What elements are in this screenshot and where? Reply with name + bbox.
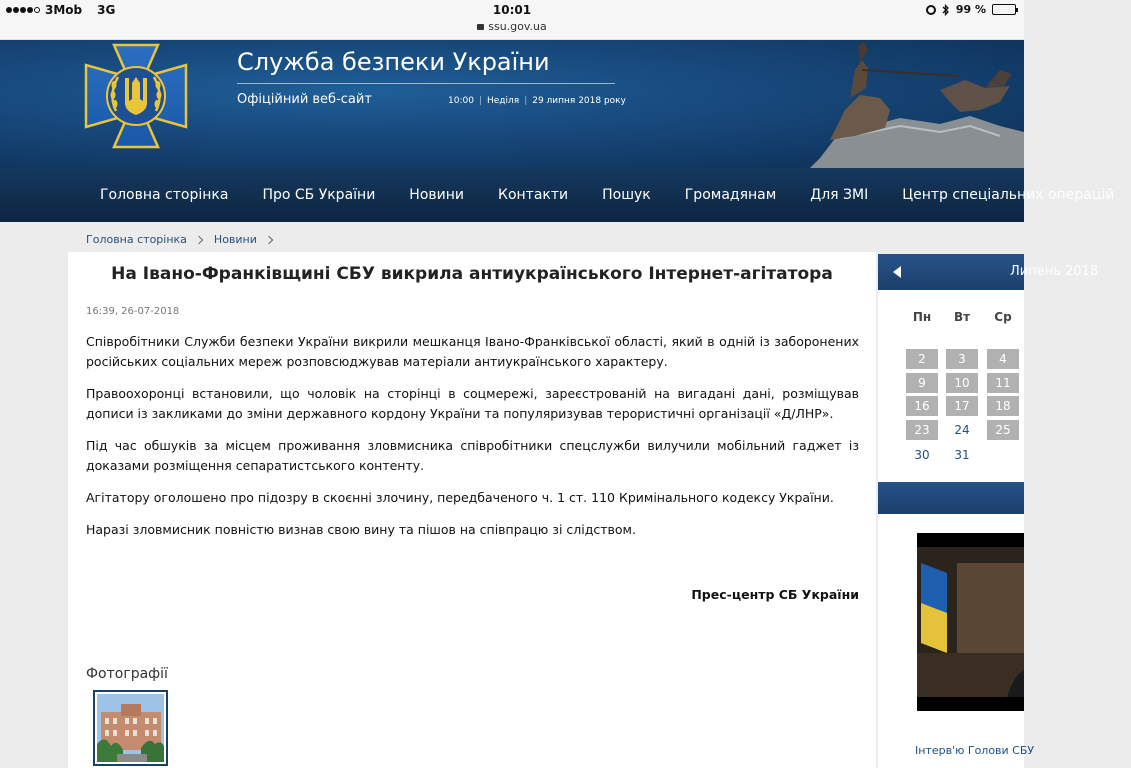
site-subtitle: Офіційний веб-сайт: [237, 92, 372, 107]
nav-contacts[interactable]: Контакти: [498, 187, 569, 203]
calendar-widget: [878, 254, 1099, 482]
lock-icon: [477, 24, 484, 30]
article-body: [86, 332, 859, 552]
header-datetime: 10:00 | Неділя | 29 липня 2018 року: [448, 96, 626, 106]
calendar-weekday: Вт: [953, 310, 971, 324]
breadcrumb-news[interactable]: Новини: [213, 233, 257, 246]
ssu-emblem-icon[interactable]: [84, 43, 188, 149]
breadcrumb: [86, 233, 284, 246]
battery-icon: [992, 4, 1016, 15]
video-widget: [878, 514, 1035, 768]
nav-search[interactable]: Пошук: [602, 187, 651, 203]
site-header: [0, 40, 1024, 168]
calendar-day: 17: [946, 396, 978, 416]
orientation-lock-icon: [926, 5, 936, 15]
ios-status-bar: [0, 0, 1024, 40]
photo-thumbnail[interactable]: [93, 690, 168, 766]
header-weekday: Неділя: [486, 96, 520, 106]
header-date: 29 липня 2018 року: [532, 96, 626, 106]
carrier-name: 3Mob: [45, 3, 83, 17]
calendar-day: 9: [906, 373, 938, 393]
clock: 10:01: [492, 3, 532, 17]
calendar-header: [878, 254, 1099, 290]
article-paragraph: Агітатору оголошено про підозру в скоєнні злочину, передбаченого ч. 1 ст. 110 Кримінального кодексу України.: [86, 490, 834, 505]
calendar-day-link[interactable]: 30: [914, 448, 930, 462]
article-paragraph: Під час обшуків за місцем проживання зловмисника співробітники спецслужби вилучили мобільний гаджет із доказами розміщення сепаратистського контенту.: [86, 438, 859, 473]
calendar-day: 2: [906, 349, 938, 369]
sidebar-section-header: [878, 482, 1024, 514]
photos-heading: Фотографії: [86, 666, 168, 682]
article-paragraph: Правоохоронці встановили, що чоловік на сторінці в соцмережі, зареєстрованій на вигадані дані, розміщував дописи із закликами до зміни державного кордону України та популяризував терористичні організації «Д/ЛНР».: [86, 386, 859, 421]
article-paragraph: Наразі зловмисник повністю визнав свою вину та пішов на співпрацю зі слідством.: [86, 522, 636, 537]
calendar-month: Липень 2018: [1010, 264, 1099, 279]
battery-percent: 99 %: [955, 3, 986, 16]
calendar-day: 16: [906, 396, 938, 416]
video-caption[interactable]: Інтерв'ю Голови СБУ: [915, 744, 1035, 757]
nav-about[interactable]: Про СБ України: [262, 187, 376, 203]
nav-media[interactable]: Для ЗМІ: [810, 187, 869, 203]
calendar-day-link[interactable]: 31: [954, 448, 970, 462]
article-datetime: 16:39, 26-07-2018: [86, 306, 180, 317]
nav-citizens[interactable]: Громадянам: [684, 187, 777, 203]
breadcrumb-home[interactable]: Головна сторінка: [86, 233, 187, 246]
calendar-prev-icon[interactable]: [893, 266, 901, 278]
article-title: На Івано-Франківщині СБУ викрила антиукраїнського Інтернет-агітатора: [111, 264, 833, 284]
calendar-day: 11: [987, 373, 1019, 393]
calendar-weekday: Ср: [994, 310, 1012, 324]
header-time: 10:00: [448, 96, 474, 106]
article-paragraph: Співробітники Служби безпеки України викрили мешканця Івано-Франківської області, який в одній із заборонених російських соціальних мереж розповсюджував матеріали антиукраїнського характеру.: [86, 334, 859, 369]
monument-statue-icon: [800, 40, 1024, 168]
url-text: ssu.gov.ua: [488, 20, 547, 33]
bluetooth-icon: [942, 4, 950, 16]
calendar-day: 18: [987, 396, 1019, 416]
nav-news[interactable]: Новини: [409, 187, 464, 203]
address-bar[interactable]: [0, 20, 1024, 33]
calendar-day: 25: [987, 420, 1019, 440]
device-status: [926, 3, 1016, 16]
chevron-right-icon: [265, 235, 273, 243]
nav-special-ops[interactable]: Центр спеціальних операцій: [902, 187, 1115, 203]
calendar-day: 10: [946, 373, 978, 393]
calendar-weekday: Пн: [912, 310, 932, 324]
video-frame-icon: [917, 533, 1024, 711]
calendar-day-link[interactable]: 24: [954, 423, 970, 437]
calendar-day: 3: [946, 349, 978, 369]
title-divider: [237, 83, 615, 84]
main-navigation: [0, 168, 1115, 222]
calendar-day: 4: [987, 349, 1019, 369]
video-player[interactable]: [917, 533, 1024, 711]
network-type: 3G: [97, 3, 116, 17]
article-container: [68, 252, 876, 768]
chevron-right-icon: [195, 235, 203, 243]
site-title[interactable]: Служба безпеки України: [237, 48, 550, 76]
nav-home[interactable]: Головна сторінка: [100, 187, 229, 203]
calendar-day: 23: [906, 420, 938, 440]
building-photo-icon: [97, 694, 164, 762]
article-signature: Прес-центр СБ України: [691, 587, 859, 602]
